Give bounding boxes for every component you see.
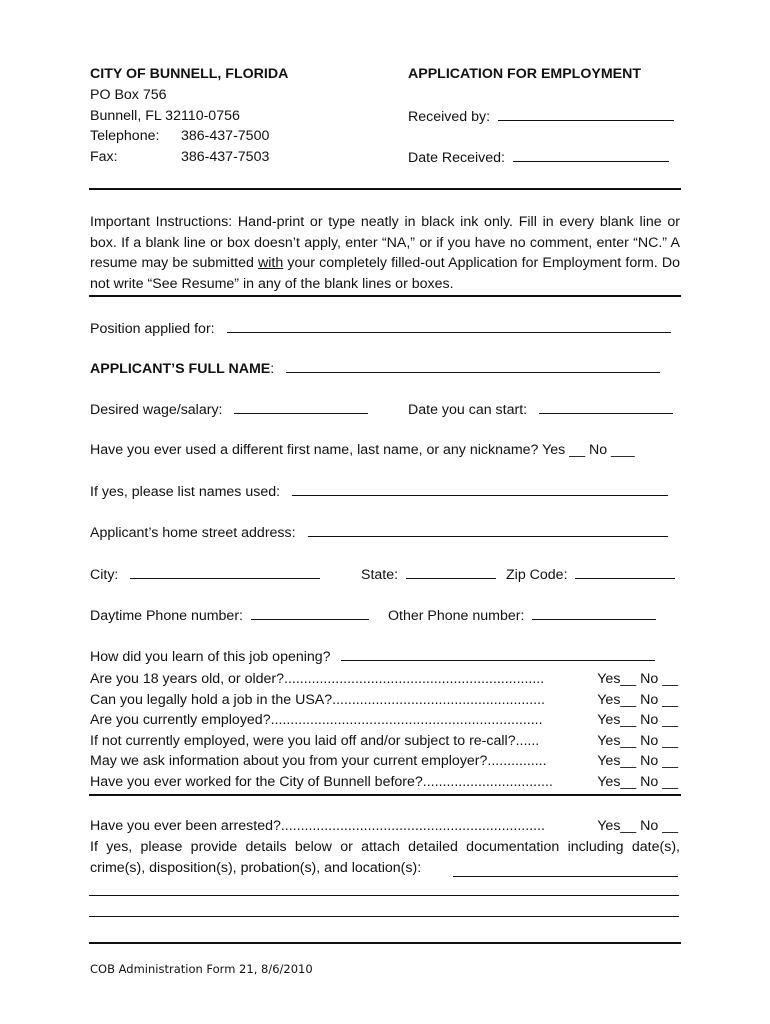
footer-divider (89, 942, 681, 944)
names-used-field[interactable] (90, 483, 668, 500)
zip-label: Zip Code: (506, 567, 568, 583)
question-text: Can you legally hold a job in the USA?...................................................... (90, 692, 545, 708)
arrest-details-blank-1[interactable] (453, 864, 678, 877)
names-used-blank[interactable] (292, 483, 668, 496)
full-name-blank[interactable] (286, 360, 660, 373)
org-name: CITY OF BUNNELL, FLORIDA (90, 66, 289, 82)
footer-form-id: COB Administration Form 21, 8/6/2010 (90, 962, 313, 976)
arrest-details-blank-2[interactable] (89, 895, 679, 896)
instructions (90, 212, 680, 294)
question-text: Are you currently employed?..................................................................... (90, 712, 543, 728)
full-name-field[interactable] (90, 360, 660, 377)
start-date-field[interactable] (408, 401, 673, 418)
zip-blank[interactable] (575, 566, 675, 579)
address-field[interactable] (90, 524, 668, 541)
received-by-blank[interactable] (498, 108, 674, 121)
date-received-blank[interactable] (513, 149, 669, 162)
questions-divider (89, 794, 681, 796)
question-text: May we ask information about you from your current employer?............... (90, 753, 547, 769)
city-blank[interactable] (130, 566, 320, 579)
address-label: Applicant’s home street address: (90, 525, 296, 541)
state-field[interactable] (361, 566, 496, 583)
po-box: PO Box 756 (90, 87, 167, 103)
form-title: APPLICATION FOR EMPLOYMENT (408, 66, 642, 82)
question-text: Are you 18 years old, or older?.................................................................. (90, 671, 545, 687)
city-state-zip: Bunnell, FL 32110-0756 (90, 108, 240, 124)
question-row[interactable] (90, 731, 678, 751)
city-label: City: (90, 567, 119, 583)
learn-label: How did you learn of this job opening? (90, 649, 331, 665)
wage-label: Desired wage/salary: (90, 402, 223, 418)
question-row[interactable] (90, 751, 678, 771)
received-by-field[interactable] (408, 108, 674, 125)
wage-field[interactable] (90, 401, 368, 418)
question-text: Have you ever worked for the City of Bunnell before?................................. (90, 774, 553, 790)
arrest-yes-no-choice[interactable]: Yes__ No __ (597, 818, 678, 834)
instructions-divider (89, 295, 681, 297)
yes-no-choice[interactable]: Yes__ No __ (597, 671, 678, 687)
other-names-question[interactable]: Have you ever used a different first name, last name, or any nickname? Yes __ No ___ (90, 442, 635, 458)
start-date-label: Date you can start: (408, 402, 528, 418)
full-name-colon: : (270, 361, 275, 377)
other-phone-label: Other Phone number: (388, 608, 525, 624)
zip-field[interactable] (506, 566, 675, 583)
address-blank[interactable] (308, 524, 668, 537)
wage-blank[interactable] (234, 401, 368, 414)
fax-number: 386-437-7503 (181, 149, 270, 165)
arrest-question-row[interactable] (90, 816, 678, 836)
yes-no-choice[interactable]: Yes__ No __ (597, 774, 678, 790)
question-row[interactable] (90, 710, 678, 730)
instructions-text-2: your completely filled-out Application for Employment form. Do not write “See Resume” in any of the blank lines or boxes. (90, 255, 680, 292)
arrest-question-text: Have you ever been arrested?................................................................... (90, 818, 545, 834)
position-field[interactable] (90, 320, 671, 337)
daytime-phone-label: Daytime Phone number: (90, 608, 243, 624)
telephone-number: 386-437-7500 (181, 128, 270, 144)
start-date-blank[interactable] (539, 401, 673, 414)
header-divider (89, 188, 681, 190)
instructions-text-1: Important Instructions: Hand-print or type neatly in black ink only. Fill in every blank line or box. If a blank line or box doesn’t apply, enter “NA,” or if you have no comment, enter “NC.” A resume may be submitted (90, 214, 680, 271)
question-row[interactable] (90, 690, 678, 710)
learn-field[interactable] (90, 648, 655, 665)
date-received-label: Date Received: (408, 150, 505, 166)
state-blank[interactable] (406, 566, 496, 579)
other-phone-blank[interactable] (532, 607, 656, 620)
question-row[interactable] (90, 772, 678, 792)
telephone-label: Telephone: (90, 128, 160, 144)
received-by-label: Received by: (408, 109, 491, 125)
learn-blank[interactable] (341, 648, 655, 661)
yes-no-choice[interactable]: Yes__ No __ (597, 733, 678, 749)
position-blank[interactable] (227, 320, 671, 333)
question-text: If not currently employed, were you laid off and/or subject to re-call?...... (90, 733, 540, 749)
state-label: State: (361, 567, 399, 583)
daytime-phone-field[interactable] (90, 607, 369, 624)
names-used-label: If yes, please list names used: (90, 484, 281, 500)
arrest-details-blank-3[interactable] (89, 916, 679, 917)
arrest-details-text: If yes, please provide details below or attach detailed documentation including date(s), crime(s), disposition(s), probation(s), and location(s): (90, 839, 680, 876)
question-row[interactable] (90, 669, 678, 689)
date-received-field[interactable] (408, 149, 669, 166)
yes-no-choice[interactable]: Yes__ No __ (597, 753, 678, 769)
position-label: Position applied for: (90, 321, 215, 337)
yes-no-choice[interactable]: Yes__ No __ (597, 692, 678, 708)
city-field[interactable] (90, 566, 320, 583)
full-name-label: APPLICANT’S FULL NAME (90, 361, 271, 377)
fax-label: Fax: (90, 149, 118, 165)
other-phone-field[interactable] (388, 607, 656, 624)
instructions-emphasis: with (258, 255, 284, 271)
daytime-phone-blank[interactable] (251, 607, 369, 620)
yes-no-choice[interactable]: Yes__ No __ (597, 712, 678, 728)
